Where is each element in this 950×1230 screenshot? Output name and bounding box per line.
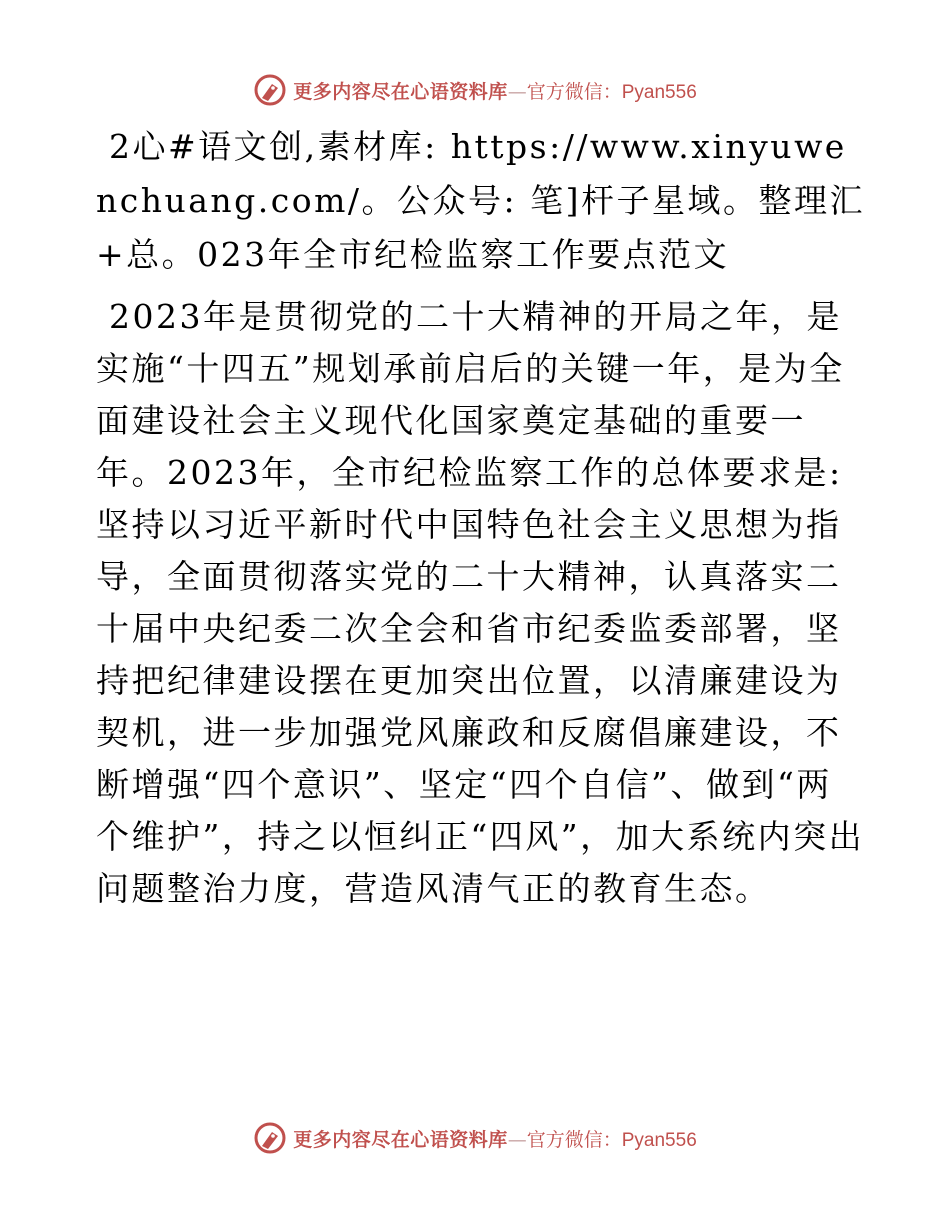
banner-dash: — (507, 1128, 527, 1151)
banner-wechat-id: Pyan556 (621, 81, 697, 103)
banner-text (293, 1125, 697, 1152)
footer-banner (0, 1118, 950, 1158)
header-banner (0, 70, 950, 110)
banner-main-text: 更多内容尽在心语资料库 (293, 80, 508, 103)
banner-text (293, 77, 697, 104)
pen-nib-circle-icon (253, 1121, 287, 1155)
banner-dash: — (507, 80, 527, 103)
paragraph-body: 2023年是贯彻党的二十大精神的开局之年，是实施“十四五”规划承前启后的关键一年，是为全面建设社会主义现代化国家奠定基础的重要一年。2023年，全市纪检监察工作的总体要求是: 坚持以习近平新时代中国特色社会主义思想为指导，全面贯彻落实党的二十大精神，认真落实二十届中央纪委二次全会和省市纪委监委部署，坚持把纪律建设摆在更加突出位置，以清廉建设为契机，进一步加强党风廉政和反腐倡廉建设，不断增强“四个意识”、坚定“四个自信”、做到“两个维护”，持之以恒纠正“四风”，加大系统内突出问题整治力度，营造风清气正的教育生态。 (96, 297, 865, 908)
paragraph-title: 2心#语文创,素材库: https://www.xinyuwenchuang.com/。公众号: 笔]杆子星域。整理汇+总。023年全市纪检监察工作要点范文 (96, 127, 866, 274)
document-body (96, 120, 866, 915)
pen-nib-circle-icon (253, 73, 287, 107)
banner-main-text: 更多内容尽在心语资料库 (293, 1128, 508, 1151)
banner-sub-text: 官方微信： (526, 1128, 622, 1151)
banner-wechat-id: Pyan556 (621, 1129, 697, 1151)
banner-sub-text: 官方微信： (526, 80, 622, 103)
